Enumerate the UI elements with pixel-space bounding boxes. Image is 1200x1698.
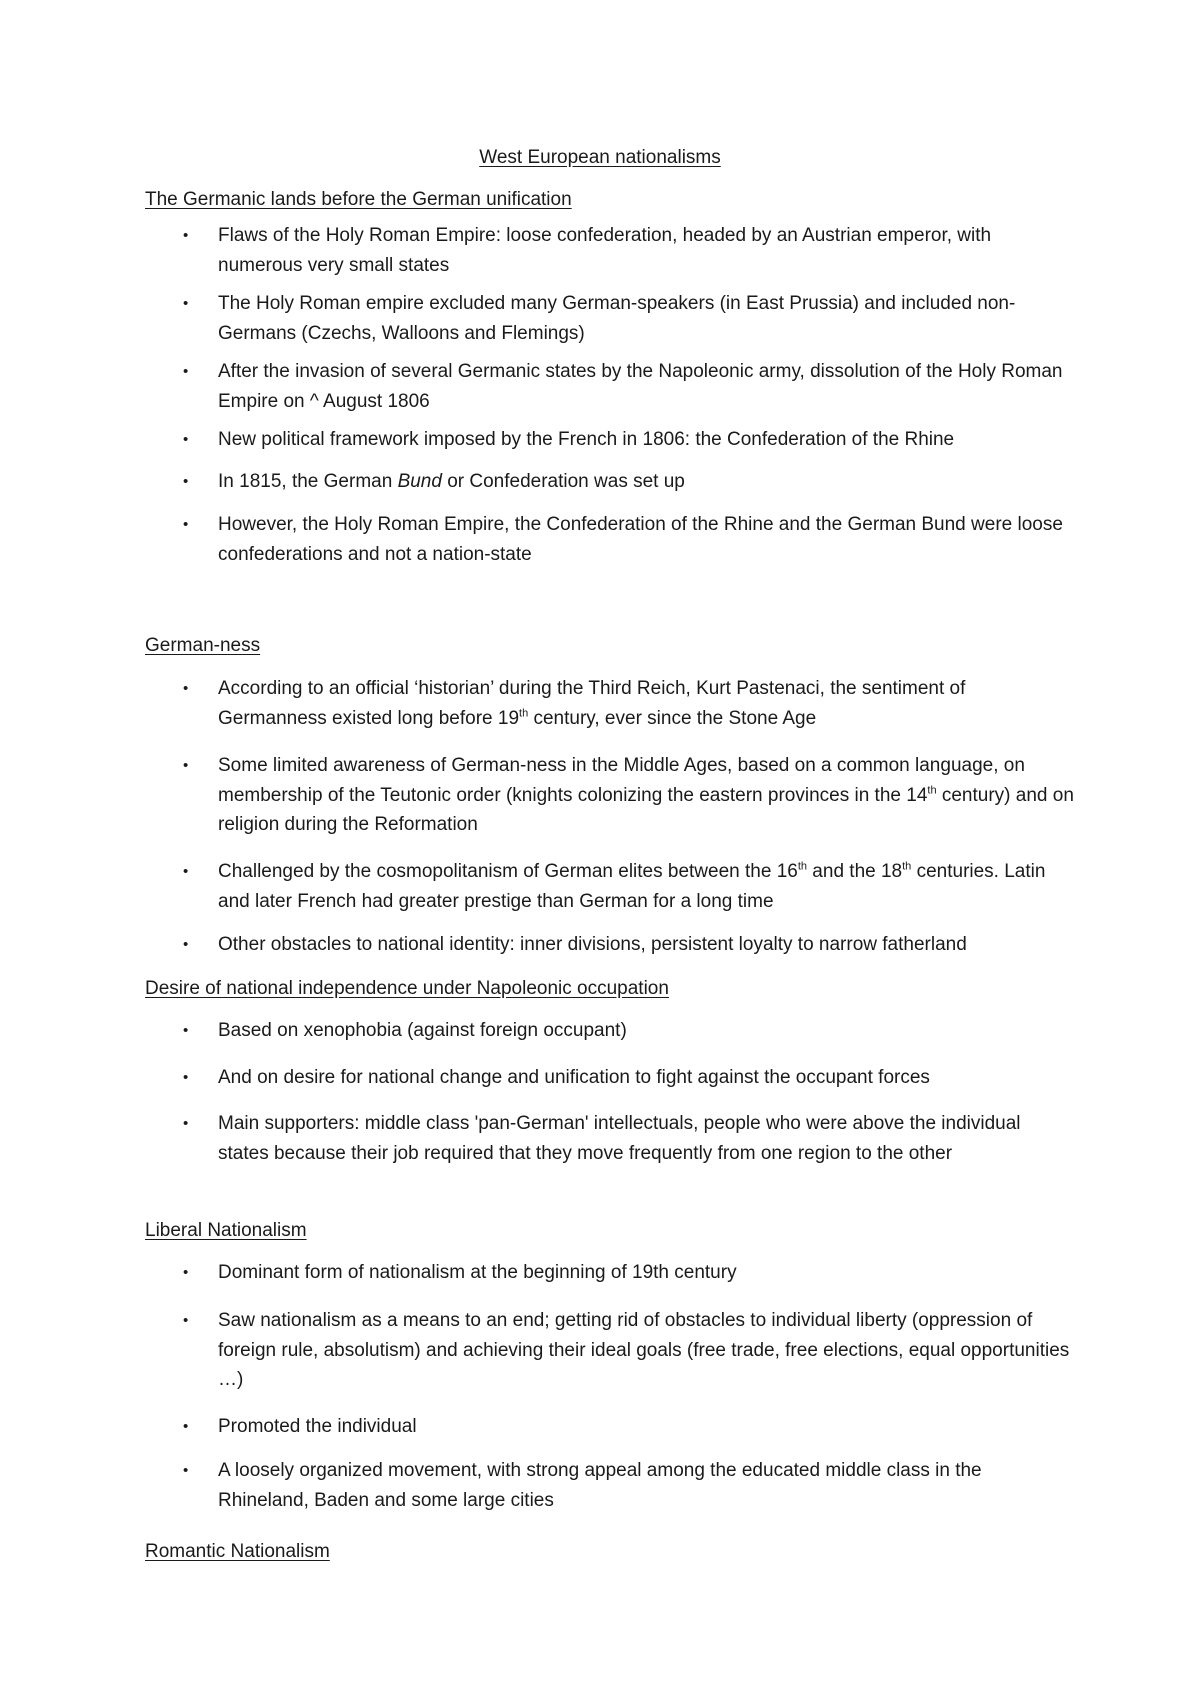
bullet-icon: • [183, 757, 189, 774]
text-run: century, ever since the Stone Age [528, 707, 817, 729]
list-item [145, 1016, 1075, 1046]
list-item-text: However, the Holy Roman Empire, the Confederation of the Rhine and the German Bund were loose confederations and not a nation-state [218, 514, 1063, 565]
list-item-text: Dominant form of nationalism at the beginning of 19th century [218, 1262, 737, 1283]
bullet-icon: • [183, 936, 189, 953]
document-title: West European nationalisms [479, 147, 721, 168]
text-run: centuries. Latin and later French had greater prestige than German for a long time [218, 861, 1046, 912]
text-run: and the 18 [807, 861, 903, 882]
list-item-text [218, 467, 1075, 497]
bullet-icon: • [183, 1312, 189, 1329]
superscript: th [519, 707, 529, 720]
list-item-text [218, 751, 1075, 840]
list-item-text: And on desire for national change and unification to fight against the occupant forces [218, 1067, 930, 1088]
bullet-icon: • [183, 1418, 189, 1435]
text-run: Some limited awareness of German-ness in the Middle Ages, based on a common language, on membership of the Teutonic order (knights colonizing the eastern provinces in the 14 [218, 755, 1025, 806]
text-run: century) and on religion during the Reformation [218, 784, 1074, 835]
emphasis-text: Bund [397, 471, 442, 492]
list-item [145, 1258, 1075, 1288]
bullet-icon: • [183, 431, 189, 448]
list-item [145, 674, 1075, 733]
list-item-text: Saw nationalism as a means to an end; getting rid of obstacles to individual liberty (oppression of foreign rule, absolutism) and achieving their ideal goals (free trade, free elections, equal opportunities …) [218, 1310, 1070, 1390]
list-item-text: A loosely organized movement, with strong appeal among the educated middle class in the Rhineland, Baden and some large cities [218, 1460, 982, 1511]
bullet-icon: • [183, 1462, 189, 1479]
bullet-icon: • [183, 473, 189, 490]
list-item-text: Main supporters: middle class 'pan-German' intellectuals, people who were above the individual states because their job required that they move frequently from one region to the other [218, 1113, 1021, 1164]
section-heading-romantic-nationalism: Romantic Nationalism [145, 1541, 330, 1562]
bullet-icon: • [183, 863, 189, 880]
list-item-text: Promoted the individual [218, 1416, 417, 1437]
bullet-icon: • [183, 1022, 189, 1039]
text-run: In 1815, the German [218, 471, 398, 492]
list-item [145, 467, 1075, 497]
list-item [145, 751, 1075, 840]
bullet-icon: • [183, 1264, 189, 1281]
list-item [145, 1063, 1075, 1093]
list-item [145, 221, 1075, 280]
list-item-text: After the invasion of several Germanic states by the Napoleonic army, dissolution of the Holy Roman Empire on ^ August 1806 [218, 361, 1063, 412]
list-item-text: New political framework imposed by the French in 1806: the Confederation of the Rhine [218, 429, 955, 450]
list-item-text: Based on xenophobia (against foreign occupant) [218, 1020, 627, 1041]
list-item-text: Flaws of the Holy Roman Empire: loose confederation, headed by an Austrian emperor, with numerous very small states [218, 225, 992, 276]
text-run: or Confederation was set up [441, 471, 685, 492]
list-item-text [218, 674, 1075, 733]
bullet-icon: • [183, 227, 189, 244]
list-item [145, 1412, 1075, 1442]
bullet-icon: • [183, 1069, 189, 1086]
superscript: th [902, 860, 912, 873]
list-item-text: The Holy Roman empire excluded many German-speakers (in East Prussia) and included non-Germans (Czechs, Walloons and Flemings) [218, 293, 1016, 344]
section-heading-liberal-nationalism: Liberal Nationalism [145, 1220, 307, 1241]
list-item-text [218, 857, 1075, 916]
list-item [145, 1109, 1075, 1168]
bullet-icon: • [183, 363, 189, 380]
bullet-icon: • [183, 295, 189, 312]
list-item-text: Other obstacles to national identity: inner divisions, persistent loyalty to narrow fatherland [218, 934, 967, 955]
list-item [145, 289, 1075, 348]
bullet-icon: • [183, 516, 189, 533]
section-heading-national-independence: Desire of national independence under Napoleonic occupation [145, 978, 669, 999]
list-item [145, 1456, 1075, 1515]
list-item [145, 357, 1075, 416]
bullet-icon: • [183, 680, 189, 697]
bullet-icon: • [183, 1115, 189, 1132]
list-item [145, 1306, 1075, 1395]
text-run: According to an official ‘historian’ during the Third Reich, Kurt Pastenaci, the sentiment of Germanness existed long before 19 [218, 678, 966, 729]
list-item [145, 425, 1075, 455]
section-heading-german-ness: German-ness [145, 635, 261, 656]
list-item [145, 857, 1075, 916]
superscript: th [797, 860, 808, 873]
section-heading-germanic-lands: The Germanic lands before the German unification [145, 189, 572, 210]
text-run: Challenged by the cosmopolitanism of German elites between the 16 [218, 861, 798, 882]
superscript: th [927, 784, 937, 797]
list-item [145, 930, 1075, 960]
list-item [145, 510, 1075, 569]
